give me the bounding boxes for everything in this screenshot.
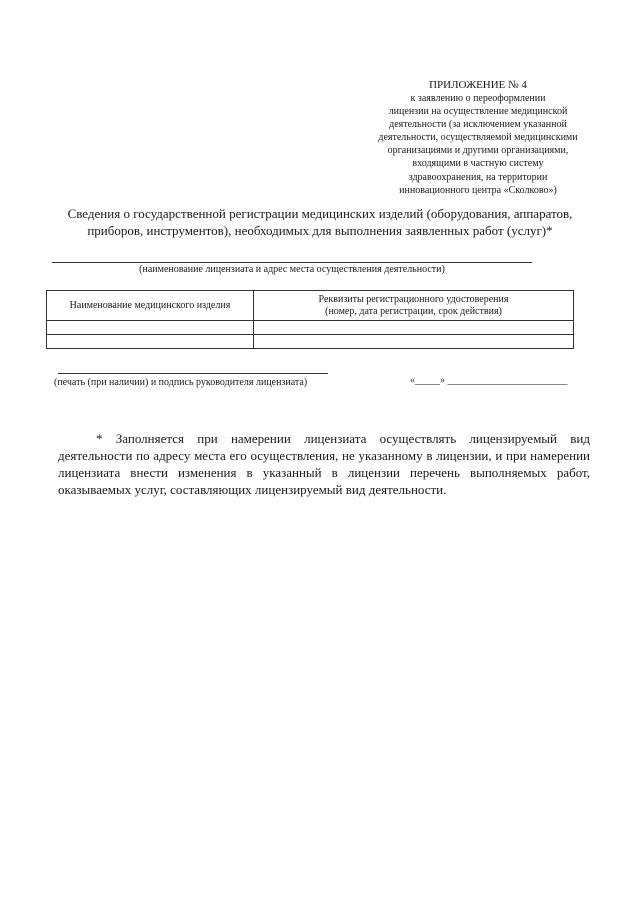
table-header-row bbox=[47, 291, 574, 321]
appendix-line: организациями и другими организациями, bbox=[387, 145, 569, 157]
table-row bbox=[47, 335, 574, 349]
appendix-line: деятельности, осуществляемой медицинскими bbox=[378, 132, 578, 144]
appendix-line: лицензии на осуществление медицинской bbox=[388, 106, 568, 118]
column-header-registration-line-1: Реквизиты регистрационного удостоверения bbox=[318, 293, 509, 305]
table-cell[interactable] bbox=[254, 321, 574, 335]
document-heading bbox=[40, 205, 600, 239]
footnote-text: * Заполняется при намерении лицензиата осуществлять лицензируемый вид деятельности по адресу места его осуществления, не указанному в лицензии, и при намерении лицензиата внести изменения в указанный в лицензии перечень выполняемых работ, оказываемых услуг, составляющих лицензируемый вид деятельности. bbox=[58, 431, 590, 497]
appendix-line: здравоохранения, на территории bbox=[408, 171, 548, 183]
date-field[interactable]: «_____» ________________________ bbox=[410, 375, 568, 386]
appendix-line: инновационного центра «Сколково») bbox=[399, 184, 557, 196]
column-header-registration-line-2: (номер, дата регистрации, срок действия) bbox=[325, 305, 502, 317]
table-cell[interactable] bbox=[47, 335, 254, 349]
signature-caption: (печать (при наличии) и подпись руководителя лицензиата) bbox=[54, 377, 308, 388]
licensee-name-line[interactable] bbox=[52, 262, 532, 263]
appendix-header bbox=[352, 78, 604, 197]
table-cell[interactable] bbox=[254, 335, 574, 349]
medical-devices-table bbox=[46, 290, 574, 349]
signature-line[interactable] bbox=[58, 373, 328, 374]
appendix-line: входящими в частную систему bbox=[412, 158, 544, 170]
heading-line-2: приборов, инструментов), необходимых для выполнения заявленных работ (услуг)* bbox=[87, 223, 553, 238]
footnote bbox=[58, 430, 590, 498]
table-row bbox=[47, 321, 574, 335]
licensee-caption: (наименование лицензиата и адрес места осуществления деятельности) bbox=[139, 264, 445, 275]
appendix-line: к заявлению о переоформлении bbox=[410, 93, 546, 104]
appendix-line: деятельности (за исключением указанной bbox=[389, 119, 567, 131]
column-header-registration bbox=[254, 291, 574, 321]
column-header-device-name: Наименование медицинского изделия bbox=[47, 291, 254, 321]
table-cell[interactable] bbox=[47, 321, 254, 335]
heading-line-1: Сведения о государственной регистрации медицинских изделий (оборудования, аппаратов, bbox=[67, 206, 573, 221]
appendix-title: ПРИЛОЖЕНИЕ № 4 bbox=[429, 79, 527, 91]
